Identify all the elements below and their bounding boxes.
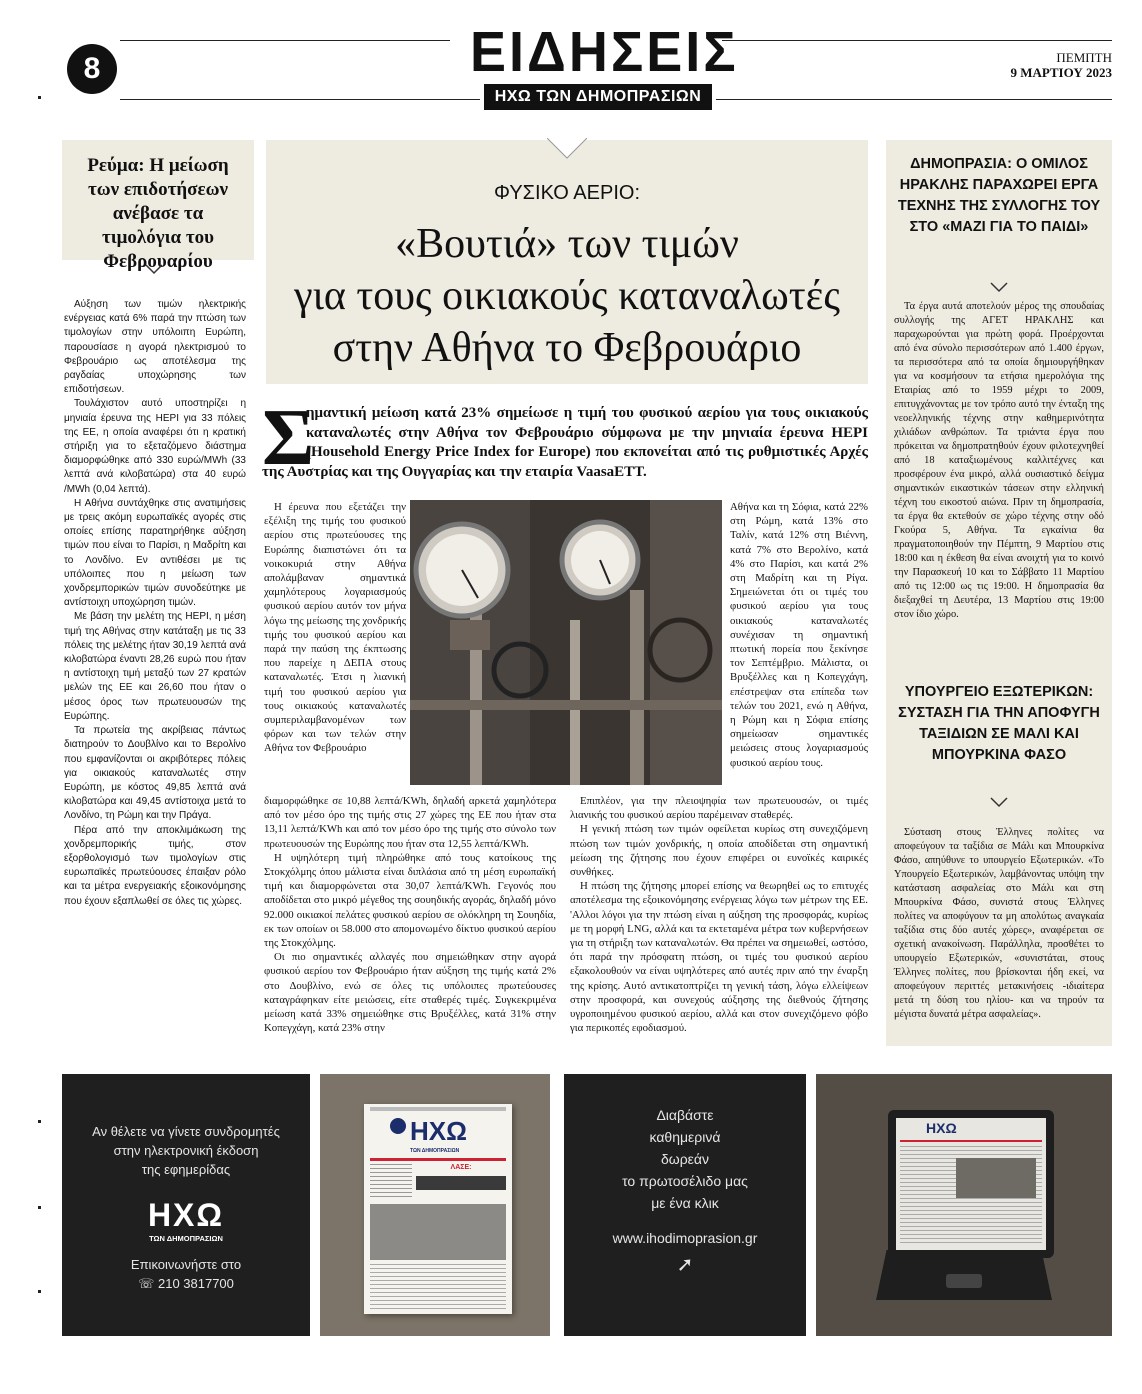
main-headline-box <box>266 140 868 384</box>
subscribe-line: στην ηλεκτρονική έκδοση <box>113 1143 259 1158</box>
left-paragraph: Τουλάχιστον αυτό υποστηρίζει η μηνιαία έρευνα της HEPI για 33 πόλεις της ΕΕ, η οποία αναφέρει ότι η κρατική στήριξη για το εξεταζόμενο διάστημα διαμορφώθηκε από 330 ευρώ/MWh (33 λεπτά ανά κιλοβατώρα) στα 40 ευρώ /MWh (0,04 λεπτά). <box>64 398 246 495</box>
logo: ΗΧΩ <box>147 1197 225 1233</box>
paper-name-banner: ΗΧΩ ΤΩΝ ΔΗΜΟΠΡΑΣΙΩΝ <box>484 84 712 110</box>
main-headline-line-3: στην Αθήνα το Φεβρουάριο <box>332 325 802 371</box>
subscribe-line: Αν θέλετε να γίνετε συνδρομητές <box>92 1124 280 1139</box>
thumb-headline-bar <box>416 1176 506 1190</box>
right-body-1-text: Τα έργα αυτά αποτελούν μέρος της σπουδαίας συλλογής της ΑΓΕΤ ΗΡΑΚΛΗΣ και παραχωρούνται για πρώτη φορά. Προέρχονται από ένα σύνολο περισσότερων από 1.400 έργων, τα περισσότερα από τα οποία δημιουργήθηκαν για να κοσμήσουν τα ετήσια ημερολόγια της Εταιρίας από το 1959 μέχρι το 2009, επιτυγχάνοντας με τον τρόπο αυτό την ένταξη της νεοελληνικής τέχνης στην καθημερινότητα χιλιάδων ανθρώπων. Τα τριάντα έργα που πρόκειται να δημοπρατηθούν έχουν φιλοτεχνηθεί από 18 καταξιωμένους καλλιτέχνες και προσφέρουν ένα μικρό, αλλά ουσιαστικό δείγμα σημαντικών εικαστικών τάσεων στην ελληνική τέχνη του εικοστού αιώνα. Πριν τη δημοπρασία, τα έργα θα εκτεθούν σε χώρο τέχνης στην οδό Γκούρα 5, Αθήνα. Τα εγκαίνια θα πραγματοποιηθούν την Πέμπτη, 9 Μαρτίου στις 18:00 και η έκθεση θα είναι ανοιχτή για το κοινό την Παρασκευή 10 και το Σάββατο 11 Μαρτίου από τις 12:00 ως τις 19:00. Η δημοπρασία θα διεξαχθεί τη Δευτέρα, 13 Μαρτίου στις 19:00 στον ίδιο χώρο. <box>894 301 1104 620</box>
margin-mark <box>38 96 41 99</box>
main-col-1-text: Η έρευνα που εξετάζει την εξέλιξη της τιμής του φυσικού αερίου στις πρωτεύουσες της Ευρώπης διαπιστώνει ότι τα νοικοκυριά στην Αθήνα απολάμβαναν σημαντικά χαμηλότερους λογαριασμούς φυσικού αερίου αυτόν τον μήνα λόγω της μείωσης της χονδρικής τιμής του φυσικού αερίου και παρά την παύση της έκπτωσης που παρείχε η ΔΕΠΑ στους καταναλωτές. Έτσι η λιανική τιμή του φυσικού αερίου για τους οικιακούς καταναλωτές συμπεριλαμβανομένων των φόρων και των τελών στην Αθήνα τον Φεβρουάριο <box>264 501 406 755</box>
lead-dropcap: Σ <box>262 394 315 482</box>
read-line: με ένα κλικ <box>651 1195 719 1211</box>
margin-mark <box>38 1206 41 1209</box>
left-headline: Ρεύμα: Η μείωση των επιδοτήσεων ανέβασε τα τιμολόγια του Φεβρουαρίου <box>87 155 229 272</box>
cursor-icon: ➚ <box>676 1254 694 1276</box>
website-link[interactable]: www.ihodimoprasion.gr <box>612 1230 758 1246</box>
header-rule-right <box>722 40 1112 41</box>
main-bottom-right-paragraph: Η γενική πτώση των τιμών οφείλεται κυρίως στη συνεχιζόμενη πτώση των τιμών χονδρικής, η οποία αποδίδεται στη σημαντική μείωση της ζήτησης που έχουν επιφέρει οι ευνοϊκές καιρικές συνθήκες. <box>570 823 868 879</box>
main-bottom-left-paragraph: Η υψηλότερη τιμή πληρώθηκε από τους κατοίκους της Στοκχόλμης όπου μάλιστα είναι διπλάσια από τη μέση ευρωπαϊκή τιμή και διαμορφώνεται στα 30,07 λεπτά/KWh. Γεγονός που αποδίδεται στο μικρό μέγεθος της σουηδικής αγοράς, δηλαδή μόνο 92.000 οικιακοί πελάτες φυσικού αερίου σε ολόκληρη τη Σουηδία, εκ των οποίων οι 58.000 στο απομονωμένο δίκτυο φυσικού αερίου της Στοκχόλμης. <box>264 851 556 950</box>
main-headline-line-2: για τους οικιακούς καταναλωτές <box>294 273 840 319</box>
right-headline-1: ΔΗΜΟΠΡΑΣΙΑ: Ο ΟΜΙΛΟΣ ΗΡΑΚΛΗΣ ΠΑΡΑΧΩΡΕΙ ΕΡΓΑ ΤΕΧΝΗΣ ΤΗΣ ΣΥΛΛΟΓΗΣ ΤΟΥ ΣΤΟ «ΜΑΖΙ ΓΙΑ ΤΟ ΠΑΙΔΙ» <box>897 156 1101 235</box>
margin-mark <box>38 1290 41 1293</box>
left-paragraph: Αύξηση των τιμών ηλεκτρικής ενέργειας κατά 6% παρά την πτώση των τιμολογίων στην υπόλοιπη Ευρώπη, παρουσίασε η αγορά ηλεκτρισμού το Φεβρουάριο ως αποτέλεσμα της ραγδαίας υποχώρησης των επιδοτήσεων. <box>64 299 246 396</box>
phone-icon: ☏ <box>138 1276 155 1291</box>
main-bottom-left-paragraph: Οι πιο σημαντικές αλλαγές που σημειώθηκαν στην αγορά φυσικού αερίου τον Φεβρουάριο ήταν αύξηση της τιμής κατά 2% στο Δουβλίνο, ενώ σε όλες τις υπόλοιπες πρωτεύουσες καταγράφηκαν είτε μειώσεις, είτε σταθερές τιμές. Συγκεκριμένα μείωση κατά 33% σημειώθηκε στις Βρυξέλλες, κατά 31% στην Κοπεγχάγη, κατά 23% στην <box>264 951 556 1035</box>
chevron-down-icon <box>547 138 587 160</box>
header-rule-left-2 <box>120 99 480 100</box>
thumb-topline <box>370 1107 506 1111</box>
right-body-1 <box>894 300 1104 622</box>
issue-date-text: 9 ΜΑΡΤΙΟΥ 2023 <box>1010 65 1112 80</box>
chevron-down-icon <box>989 795 1009 807</box>
page-number: 8 <box>67 44 117 94</box>
read-line: δωρεάν <box>660 1151 710 1167</box>
screen-masthead: ΗΧΩ <box>926 1120 957 1136</box>
phone-row[interactable] <box>62 1276 310 1292</box>
main-bottom-right <box>570 794 868 1035</box>
phone-number[interactable]: 210 3817700 <box>157 1276 234 1291</box>
chevron-down-icon <box>989 280 1009 292</box>
logo-subtitle: ΤΩΝ ΔΗΜΟΠΡΑΣΙΩΝ <box>149 1234 223 1243</box>
right-headline-2: ΥΠΟΥΡΓΕΙΟ ΕΞΩΤΕΡΙΚΩΝ: ΣΥΣΤΑΣΗ ΓΙΑ ΤΗΝ ΑΠΟΦΥΓΗ ΤΑΞΙΔΙΩΝ ΣΕ ΜΑΛΙ ΚΑΙ ΜΠΟΥΡΚΙΝΑ ΦΑΣΟ <box>898 684 1100 763</box>
thumb-redline <box>370 1158 506 1161</box>
main-lead <box>262 394 868 482</box>
thumb-columns <box>370 1264 506 1310</box>
main-bottom-left <box>264 794 556 1035</box>
main-bottom-right-paragraph: Η πτώση της ζήτησης μπορεί επίσης να θεωρηθεί ως το επιτυχές αποτέλεσμα της εξοικονόμησης ενέργειας λόγω των μέτρων της ΕΕ. 'Αλλοι λόγοι για την πτώση είναι η αύξηση της προσφοράς, κυρίως με τη μορφή LNG, αλλά και τα εκτεταμένα μέτρα των κυβερνήσεων για τη στήριξη των καταναλωτών. Θα πρέπει να σημειωθεί, ωστόσο, ότι παρά την πρόσφατη πτώση, οι τιμές του φυσικού αερίου εξακολουθούν να είναι υψηλότερες από αυτές πριν από την έναρξη της κρίσης. Αυτό αντικατοπτρίζει τη γενική τάση, λόγω ελλείψεων στην προσφορά, και συνεχούς αύξησης της διεθνούς ζήτησης υγροποιημένου φυσικού αερίου, αλλά και στον συνεχιζόμενο φόβο για περικοπές εφοδιασμού. <box>570 880 868 1035</box>
issue-day: ΠΕΜΠΤΗ <box>1056 50 1112 65</box>
left-paragraph: Τα πρωτεία της ακρίβειας πάντως διατηρούν το Δουβλίνο και το Βερολίνο που εμφανίζονται οι ακριβότερες πόλεις για οικιακούς καταναλωτές στην Ευρώπη, με κόστος 49,85 λεπτά ανά κιλοβατώρα και 49,45 αντίστοιχα μετά το Λονδίνο, τη Ρώμη και την Πράγα. <box>64 725 246 822</box>
right-body-2 <box>894 826 1104 1022</box>
left-article <box>62 140 254 1050</box>
left-headline-box <box>62 140 254 272</box>
right-column <box>886 140 1112 1046</box>
thumb-masthead: ΗΧΩ <box>410 1116 467 1146</box>
read-frontpage-ad[interactable] <box>564 1074 806 1336</box>
contact-label: Επικοινωνήστε στο <box>130 1257 242 1272</box>
main-col-2 <box>730 500 868 770</box>
laptop-screen <box>888 1110 1054 1258</box>
left-article-body <box>64 298 246 909</box>
read-line: το πρωτοσέλιδο μας <box>622 1173 748 1189</box>
main-kicker: ΦΥΣΙΚΟ ΑΕΡΙΟ: <box>494 182 640 204</box>
main-bottom-left-paragraph: διαμορφώθηκε σε 10,88 λεπτά/KWh, δηλαδή αρκετά χαμηλότερα από τον μέσο όρο της τιμής στις 27 χώρες της ΕΕ που ήταν στα 13,11 λεπτά/KWh και από τον μέσο όρο της τιμής στο σύνολο των πρωτευουσών της Ευρώπης που ήταν στα 12,55 λεπτά/KWh. <box>264 795 556 850</box>
thumb-photo <box>370 1204 506 1260</box>
right-body-2-text: Σύσταση στους Έλληνες πολίτες να αποφεύγουν τα ταξίδια σε Μάλι και Μπουρκίνα Φάσο, απηύθυνε το υπουργείο Εξωτερικών. «Το Υπουργείο Εξωτερικών, λαμβάνοντας υπόψη την κατάσταση ασφαλείας στο Μάλι και στη Μπουρκίνα Φάσο, συνιστά στους Έλληνες πολίτες να αποφύγουν τα μη απολύτως αναγκαία ταξίδια στις δύο αυτές χώρες», αναφέρεται σε σχετική ανακοίνωση. Παράλληλα, προσθέτει το υπουργείο Εξωτερικών, «συνιστάται, στους Έλληνες πολίτες, που βρίσκονται ήδη εκεί, να αποφεύγουν περιττές μετακινήσεις -ιδιαίτερα μετά τη δύση του ηλίου- και να τηρούν τα μέγιστα δυνατά μέτρα ασφαλείας». <box>894 827 1104 1020</box>
issue-date <box>1011 50 1113 80</box>
left-paragraph: Πέρα από την αποκλιμάκωση της χονδρεμπορικής τιμής, στον εξορθολογισμό των τιμολογίων στις ευρωπαϊκές πρωτεύουσες έπαιξαν ρόλο και τα μέτρα ενεργειακής εξοικονόμησης που έχουν εξαπλωθεί σε όλες τις χώρες. <box>64 824 246 907</box>
thumb-text <box>370 1164 412 1200</box>
read-line: Διαβάστε <box>656 1107 714 1123</box>
laptop-ad[interactable] <box>816 1074 1112 1336</box>
left-paragraph: Η Αθήνα συντάχθηκε στις ανατιμήσεις με τρεις ακόμη ευρωπαϊκές αγορές στις οποίες επίσης παρατηρήθηκε αύξηση τιμών που είναι το Παρίσι, η Μαδρίτη και το Λονδίνο. Εν αντιθέσει με τις υπόλοιπες που η μείωση των χονδρεμπορικών τιμών συνοδεύτηκε με αντίστοιχη υποχώρηση τιμών. <box>64 497 246 609</box>
frontpage-preview-ad[interactable] <box>320 1074 550 1336</box>
main-lead-text: ημαντική μείωση κατά 23% σημείωσε η τιμή του φυσικού αερίου για τους οικιακούς καταναλωτές στην Αθήνα τον Φεβρουάριο σύμφωνα με την μηνιαία έρευνα HEPI (Household Energy Price Index for Europe) που εκπονείται από τις ρυθμιστικές Αρχές της Αυστρίας και της Ουγγαρίας και την εταιρία VaasaETT. <box>262 405 868 480</box>
main-bottom-right-paragraph: Επιπλέον, για την πλειοψηφία των πρωτευουσών, οι τιμές λιανικής του φυσικού αερίου παρέμειναν σταθερές. <box>570 795 868 822</box>
margin-mark <box>38 1120 41 1123</box>
main-col-2-text: Αθήνα και τη Σόφια, κατά 22% στη Ρώμη, κατά 13% στο Ταλίν, κατά 12% στη Βιέννη, κατά 7% στο Βερολίνο, κατά 4% στο Παρίσι, και κατά 2% στη Μαδρίτη και τη Ρίγα. Σημειώνεται ότι οι τιμές του φυσικού αερίου για τους οικιακούς καταναλωτές συνέχισαν τη σημαντική πτωτική πορεία που ξεκίνησε τον Σεπτέμβριο. Μάλιστα, οι Βρυξέλλες και η Κοπεγχάγη, επέστρεψαν στα επίπεδα των τελών του 2021, ενώ η Αθήνα, η Ρώμη και η Σόφια επίσης σημείωσαν σημαντικές μειώσεις στους λογαριασμούς φυσικού αερίου τους. <box>730 501 868 769</box>
subscribe-ad[interactable] <box>62 1074 310 1336</box>
thumb-masthead-sub: ΤΩΝ ΔΗΜΟΠΡΑΣΙΩΝ <box>410 1148 460 1154</box>
dropcap-spacer <box>262 404 306 462</box>
screen-redline <box>900 1140 1042 1142</box>
header-rule-right-2 <box>716 99 1112 100</box>
gas-meters-photo <box>410 500 722 785</box>
laptop-trackpad <box>946 1274 982 1288</box>
thumb-badge <box>390 1118 406 1134</box>
main-headline-line-1: «Βουτιά» των τιμών <box>395 221 739 267</box>
frontpage-thumbnail <box>364 1104 512 1314</box>
main-col-1 <box>264 500 406 756</box>
thumb-headline: ΛΑΣΕ: <box>450 1164 472 1171</box>
subscribe-line: της εφημερίδας <box>141 1162 231 1177</box>
header-rule-left <box>120 40 450 41</box>
read-line: καθημερινά <box>649 1129 721 1145</box>
left-paragraph: Με βάση την μελέτη της HEPI, η μέση τιμή της Αθήνας στην κατάταξη με τις 33 πόλεις της μελέτης ήταν 30,19 λεπτά ανά κιλοβατώρα έναντι 28,26 ευρώ που ήταν η αντίστοιχη τιμή μεταξύ των 27 κρατών μελών της ΕΕ και 26,60 που ήταν ο μέσος όρος των πρωτευουσών της Ευρώπης. <box>64 611 246 722</box>
chevron-down-icon <box>144 262 164 274</box>
section-title: ΕΙΔΗΣΕΙΣ <box>470 20 739 84</box>
screen-photo <box>956 1158 1036 1198</box>
